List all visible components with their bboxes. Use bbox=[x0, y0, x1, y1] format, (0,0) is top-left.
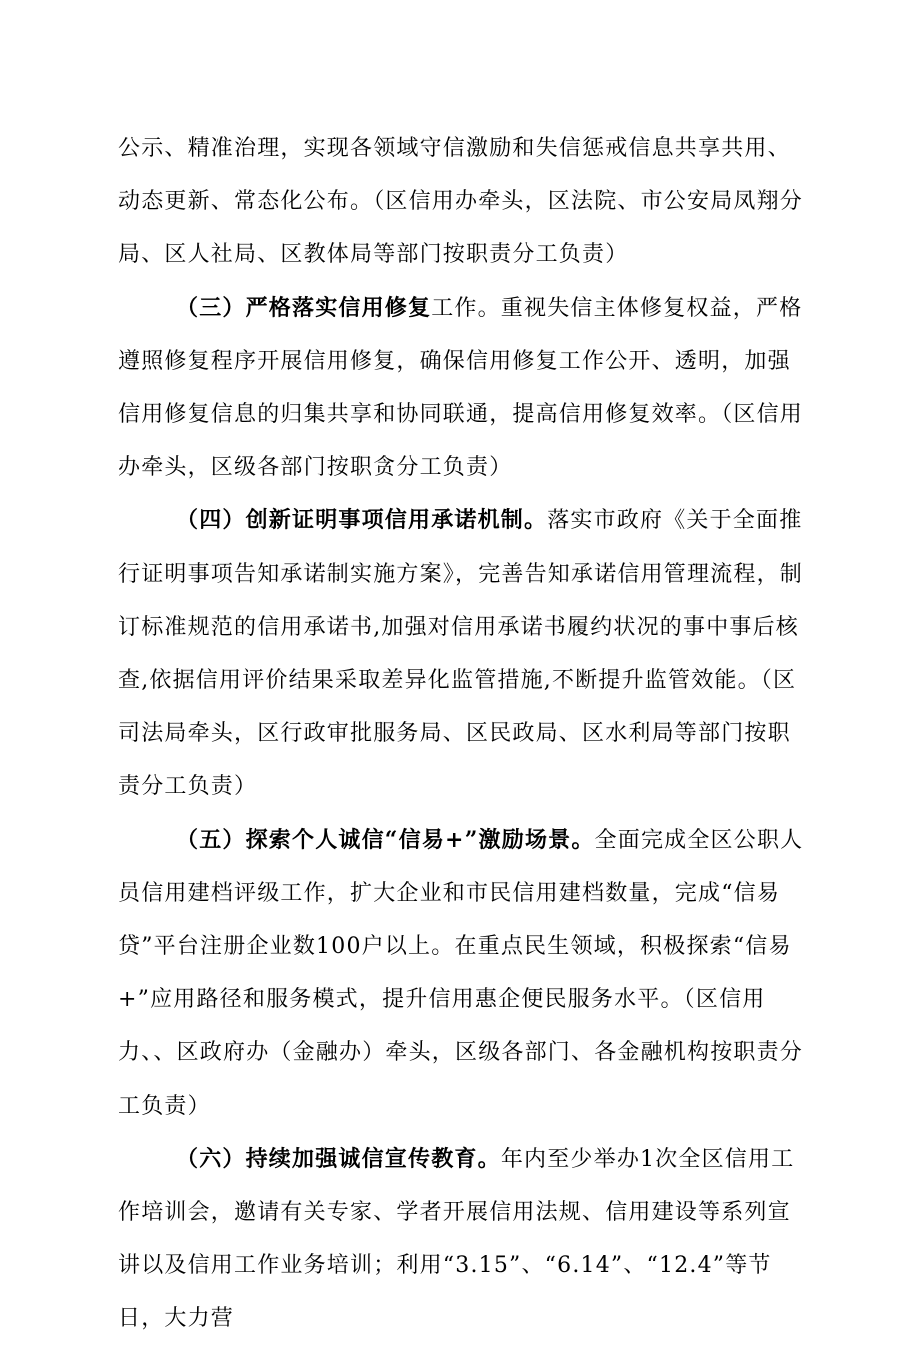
paragraph-public-disclosure bbox=[118, 122, 808, 282]
paragraph-integrity-education bbox=[118, 1133, 808, 1346]
paragraph-credit-commitment bbox=[118, 494, 808, 813]
paragraph-personal-integrity bbox=[118, 814, 808, 1133]
paragraph-text: 工作。重视失信主体修复权益，严格遵照修复程序开展信用修复，确保信用修复工作公开、透明，加强信用修复信息的归集共享和协同联通，提高信用修复效率。（区信用办牵头，区级各部门按职贪分工负责） bbox=[118, 295, 804, 481]
section-heading: （四）创新证明事项信用承诺机制。 bbox=[176, 507, 548, 534]
paragraph-text: 落实市政府《关于全面推行证明事项告知承诺制实施方案》，完善告知承诺信用管理流程，制订标准规范的信用承诺书,加强对信用承诺书履约状况的事中事后核查,依据信用评价结果采取差异化监管措施,不断提升监管效能。（区司法局牵头，区行政审批服务局、区民政局、区水利局等部门按职责分工负责） bbox=[118, 508, 804, 800]
section-heading: （六）持续加强诚信宣传教育。 bbox=[176, 1145, 501, 1172]
paragraph-text: 年内至少举办1次全区信用工作培训会，邀请有关专家、学者开展信用法规、信用建设等系列宣讲以及信用工作业务培训；利用“3.15”、“6.14”、“12.4”等节日，大力营 bbox=[118, 1146, 795, 1332]
section-heading: （三）严格落实信用修复 bbox=[176, 294, 432, 321]
document-body bbox=[118, 122, 808, 1346]
paragraph-text: 全面完成全区公职人员信用建档评级工作，扩大企业和市民信用建档数量，完成“信易贷”平台注册企业数100户以上。在重点民生领域，积极探索“信易+”应用路径和服务模式，提升信用惠企便民服务水平。（区信用力、、区政府办（金融办）牵头，区级各部门、各金融机构按职责分工负责） bbox=[118, 827, 804, 1119]
paragraph-text: 公示、精准治理，实现各领域守信激励和失信惩戒信息共享共用、动态更新、常态化公布。（区信用办牵头，区法院、市公安局凤翔分局、区人社局、区教体局等部门按职责分工负责） bbox=[118, 136, 804, 268]
paragraph-credit-repair bbox=[118, 282, 808, 495]
section-heading: （五）探索个人诚信“信易+”激励场景。 bbox=[176, 826, 595, 853]
